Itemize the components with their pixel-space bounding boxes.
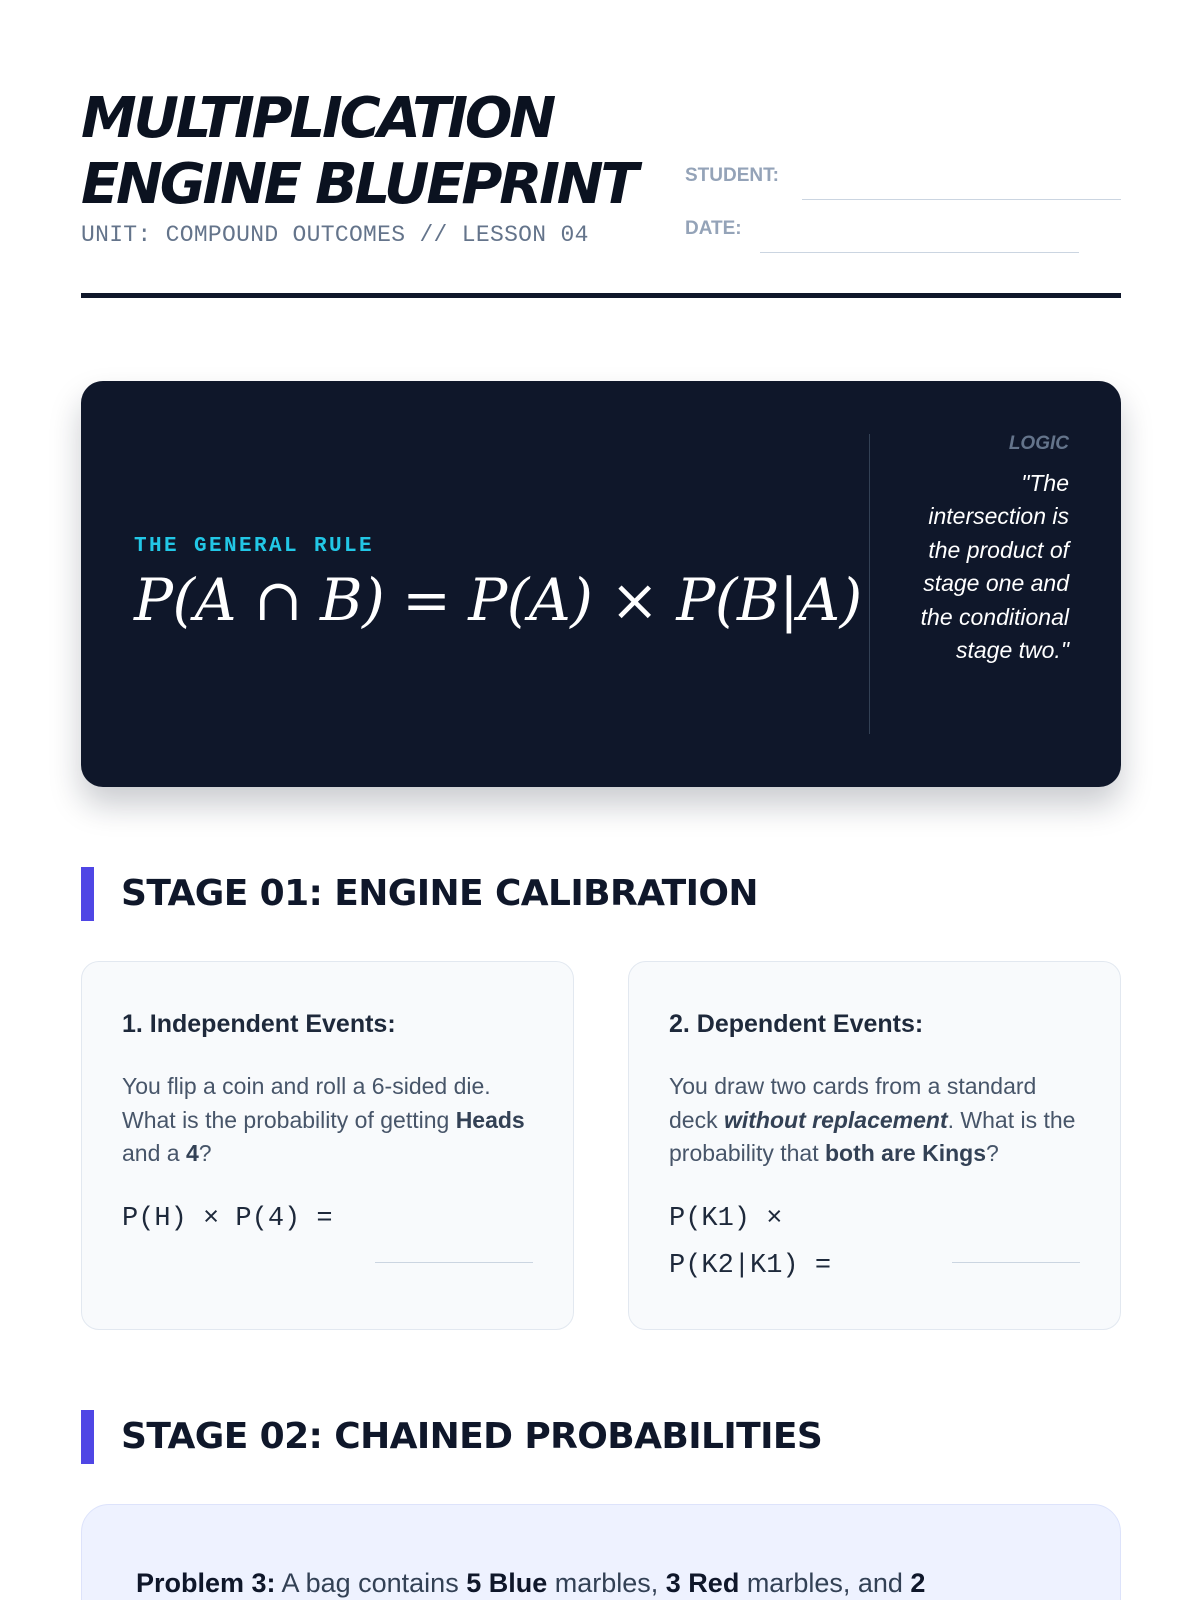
stage-2-title: STAGE 02: CHAINED PROBABILITIES bbox=[121, 1416, 823, 1457]
page-title-line-1: MULTIPLICATION bbox=[81, 86, 553, 151]
logic-quote: "The intersection is the product of stage one and the conditional stage two." bbox=[920, 470, 1069, 664]
problem-1-text bbox=[122, 1070, 542, 1171]
header-divider bbox=[81, 293, 1121, 298]
stage-1-heading bbox=[81, 867, 1121, 921]
general-rule-label: THE GENERAL RULE bbox=[134, 535, 375, 558]
general-rule-card bbox=[81, 381, 1121, 787]
problem-3-text bbox=[136, 1565, 1086, 1600]
worksheet-header bbox=[81, 86, 1121, 298]
date-label: DATE: bbox=[685, 218, 742, 239]
problem-2-title: 2. Dependent Events: bbox=[669, 1010, 924, 1038]
problem-1-title: 1. Independent Events: bbox=[122, 1010, 396, 1038]
student-name-field[interactable] bbox=[802, 199, 1121, 200]
problem-1-text-a: You flip a coin and roll a 6-sided die. What is the probability of getting bbox=[122, 1073, 491, 1133]
logic-label: LOGIC bbox=[1008, 433, 1069, 454]
problem-1-calculation: P(H) × P(4) = bbox=[122, 1204, 333, 1234]
rule-card-divider bbox=[869, 434, 870, 734]
problem-card-dependent bbox=[628, 961, 1121, 1330]
problem-3-bold-count: 2 bbox=[910, 1568, 926, 1598]
date-field[interactable] bbox=[760, 252, 1079, 253]
problem-3-bold-blue: 5 Blue bbox=[466, 1568, 548, 1598]
stage-1-accent-bar bbox=[81, 867, 94, 921]
problem-2-text-c: ? bbox=[986, 1140, 999, 1166]
page-title bbox=[81, 86, 635, 218]
problem-1-bold-four: 4 bbox=[185, 1140, 199, 1166]
problem-2-text-b: . What is the probability that bbox=[669, 1106, 1076, 1166]
problem-1-answer-field[interactable] bbox=[375, 1262, 533, 1263]
problem-2-emph-without-replacement: without replacement bbox=[723, 1106, 948, 1133]
problem-3-text-a: A bag contains bbox=[275, 1568, 467, 1598]
problem-1-text-b: and a bbox=[122, 1140, 186, 1166]
stage-1-title: STAGE 01: ENGINE CALIBRATION bbox=[121, 873, 758, 914]
problem-3-bold-red: 3 Red bbox=[665, 1568, 740, 1598]
problem-2-bold-kings: both are Kings bbox=[824, 1140, 986, 1166]
page-title-line-2: ENGINE BLUEPRINT bbox=[81, 152, 636, 217]
unit-lesson-label: UNIT: COMPOUND OUTCOMES // LESSON 04 bbox=[81, 222, 589, 248]
problem-3-label: Problem 3: bbox=[136, 1568, 276, 1598]
problem-card-independent bbox=[81, 961, 574, 1330]
formula-lhs: P(A ∩ B) bbox=[134, 566, 385, 634]
formula-equals: = bbox=[402, 566, 451, 634]
formula-term-1: P(A) bbox=[468, 566, 593, 634]
problem-3-text-c: marbles, and bbox=[739, 1568, 911, 1598]
stage-2-accent-bar bbox=[81, 1410, 94, 1464]
multiplication-rule-formula bbox=[134, 565, 862, 635]
formula-term-2: P(B|A) bbox=[676, 566, 862, 634]
problem-2-text-a: You draw two cards from a standard deck bbox=[669, 1073, 1037, 1133]
student-label: STUDENT: bbox=[685, 165, 779, 186]
stage-2-heading bbox=[81, 1410, 1121, 1464]
problem-2-text bbox=[669, 1070, 1089, 1171]
problem-2-calculation: P(K1) × P(K2|K1) = bbox=[669, 1204, 832, 1281]
problem-3-text-b: marbles, bbox=[547, 1568, 666, 1598]
formula-times: × bbox=[610, 566, 659, 634]
problem-1-text-c: ? bbox=[198, 1140, 212, 1166]
problem-1-bold-heads: Heads bbox=[455, 1106, 525, 1133]
problem-card-chained bbox=[81, 1504, 1121, 1600]
problem-2-answer-field[interactable] bbox=[952, 1262, 1080, 1263]
